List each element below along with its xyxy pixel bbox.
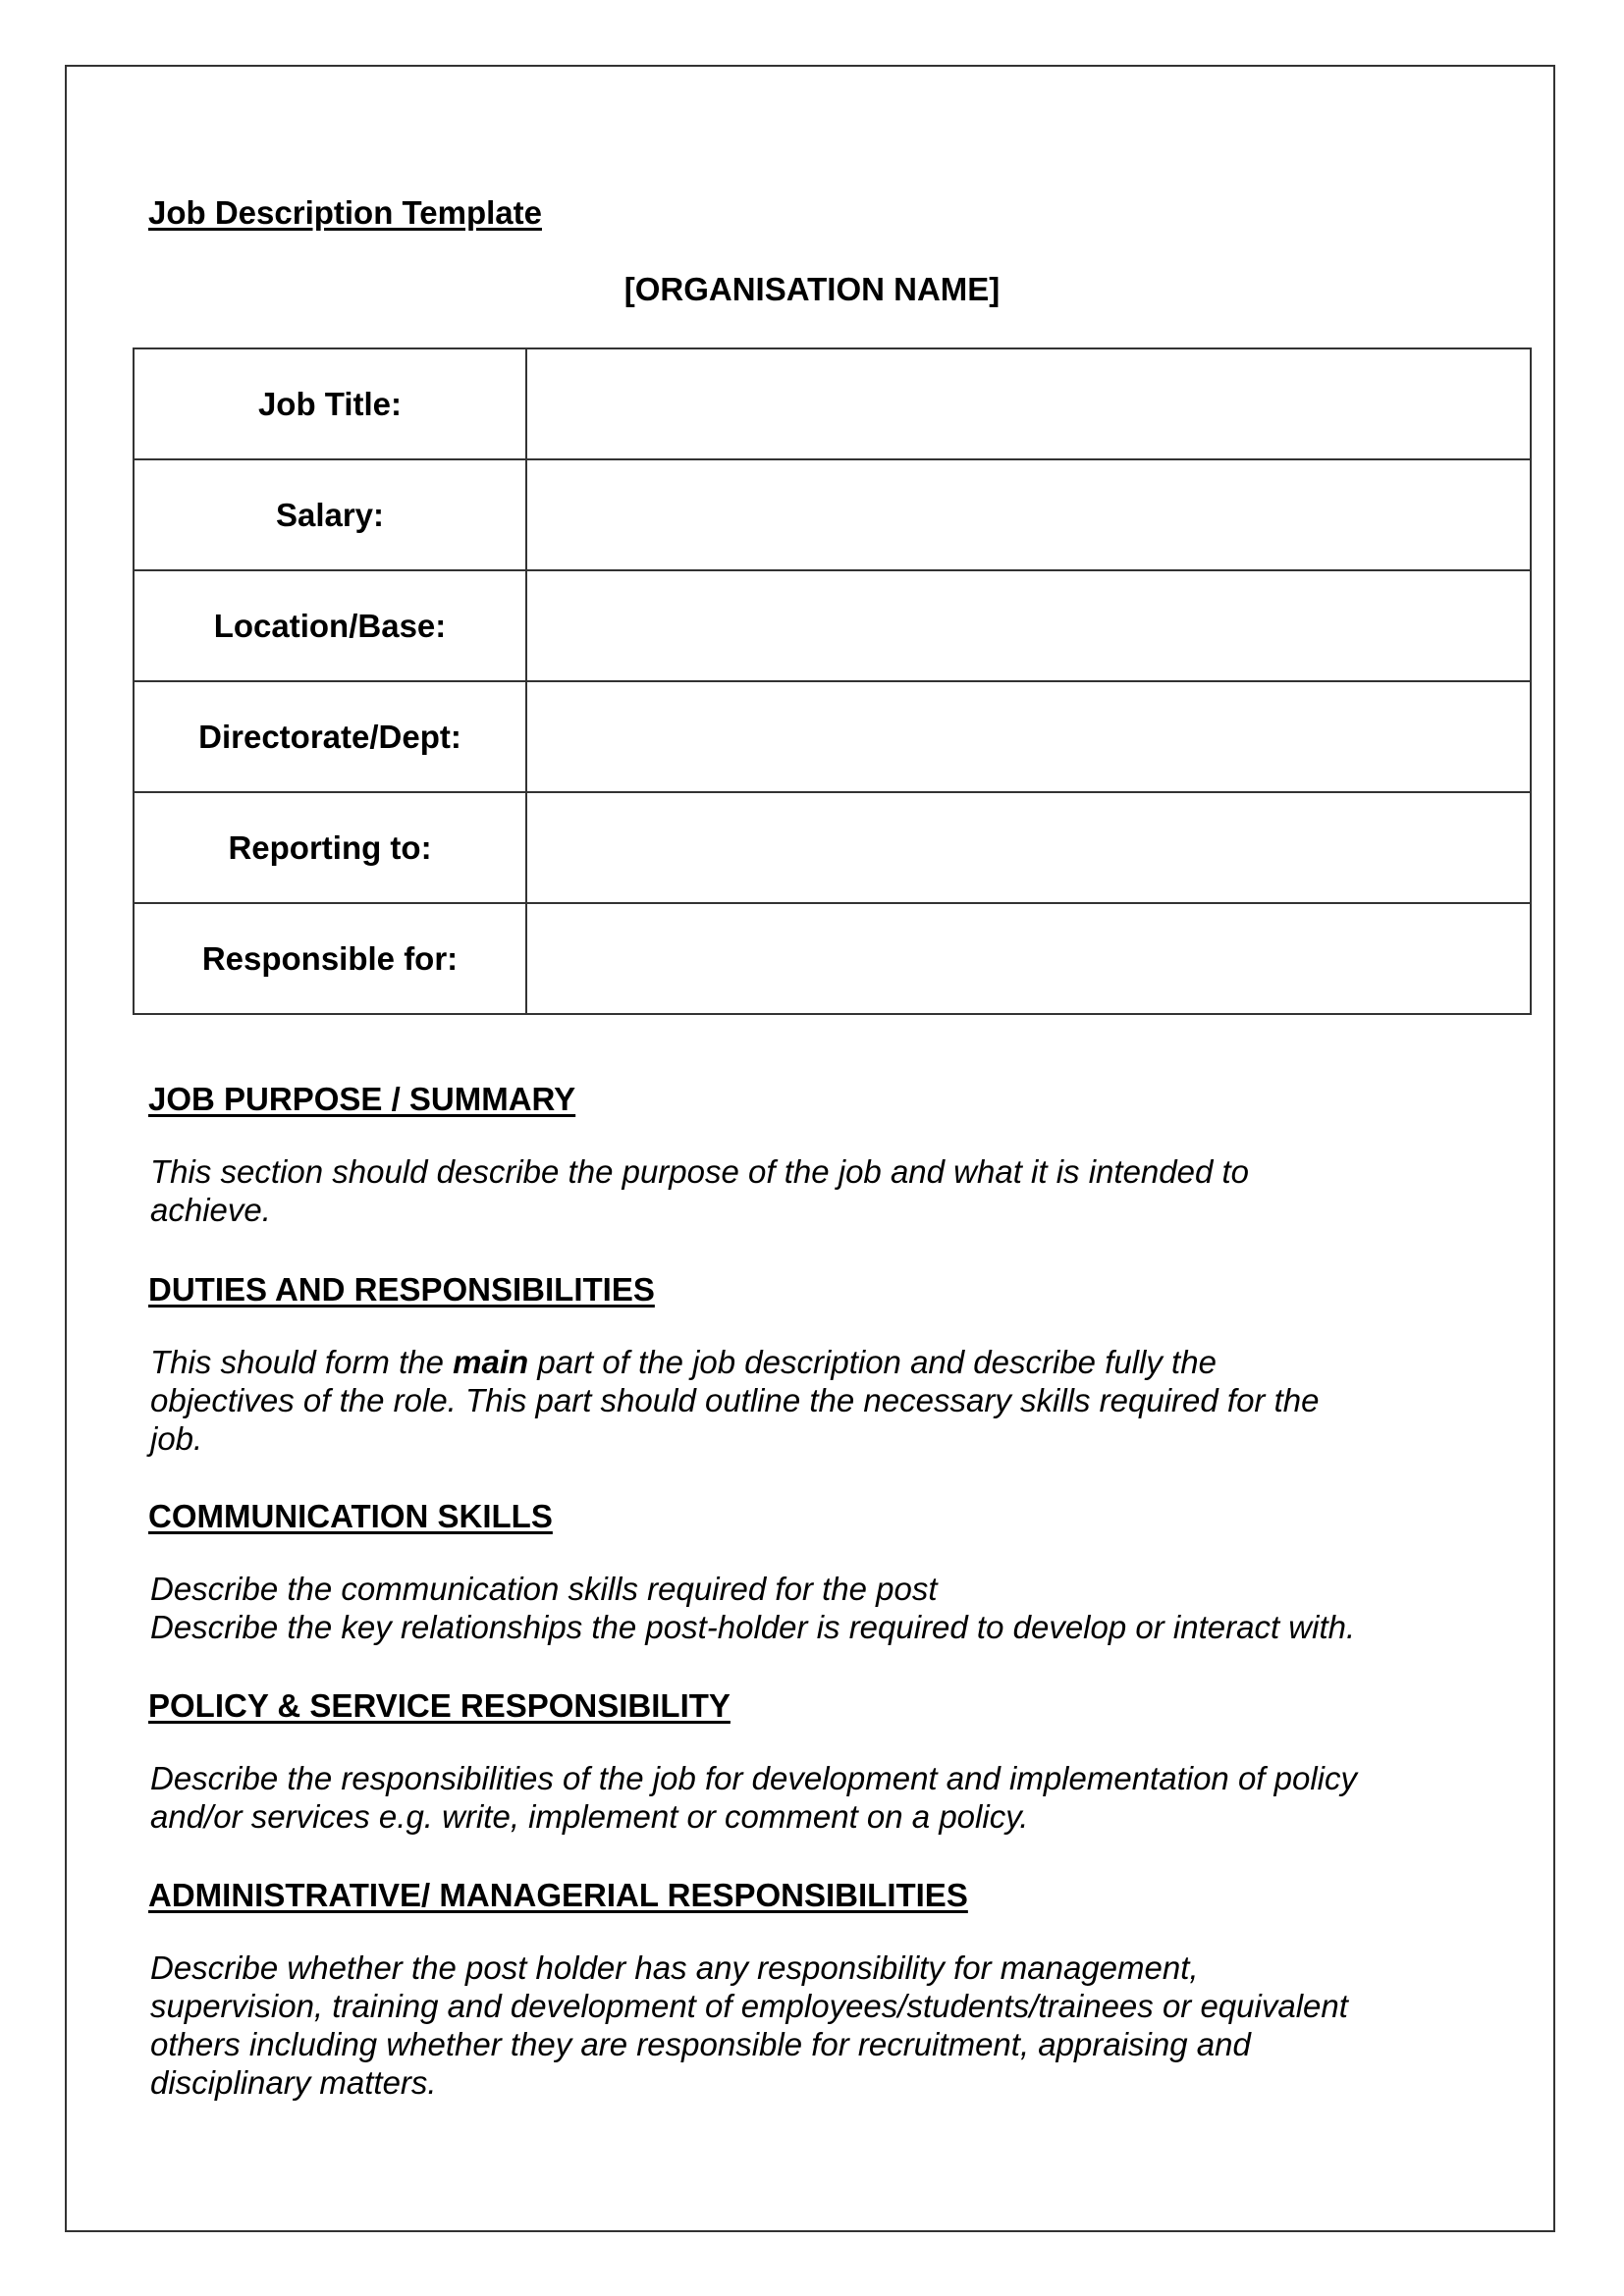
organisation-name	[0, 271, 1624, 308]
section-duties	[148, 1270, 1454, 1458]
location-label: Location/Base:	[134, 570, 526, 681]
section-body	[150, 1759, 1454, 1836]
job-info-table	[133, 347, 1532, 1015]
table-row	[134, 570, 1531, 681]
emphasis-text: main	[453, 1344, 529, 1380]
reporting-to-label: Reporting to:	[134, 792, 526, 903]
body-line: achieve.	[150, 1192, 271, 1228]
section-heading: ADMINISTRATIVE/ MANAGERIAL RESPONSIBILITIES	[148, 1877, 968, 1913]
salary-value[interactable]	[526, 459, 1531, 570]
body-line	[150, 1343, 1454, 1381]
section-heading: DUTIES AND RESPONSIBILITIES	[148, 1271, 655, 1308]
body-line: job.	[150, 1420, 203, 1457]
section-heading: JOB PURPOSE / SUMMARY	[148, 1081, 576, 1117]
section-body	[150, 1343, 1454, 1458]
body-line: Describe the key relationships the post-holder is required to develop or interact with.	[150, 1609, 1356, 1645]
body-text: This should form the	[150, 1344, 454, 1380]
body-line: disciplinary matters.	[150, 2064, 437, 2101]
job-title-label: Job Title:	[134, 348, 526, 459]
document-title: Job Description Template	[148, 194, 542, 231]
table-row	[134, 348, 1531, 459]
organisation-name-text: [ORGANISATION NAME]	[623, 271, 1001, 307]
table-row	[134, 792, 1531, 903]
section-heading: COMMUNICATION SKILLS	[148, 1498, 553, 1534]
body-text: part of the job description and describe fully the	[528, 1344, 1217, 1380]
section-heading: POLICY & SERVICE RESPONSIBILITY	[148, 1687, 731, 1724]
salary-label: Salary:	[134, 459, 526, 570]
section-body	[150, 1152, 1454, 1229]
body-line: objectives of the role. This part should outline the necessary skills required for the	[150, 1382, 1320, 1418]
section-job-purpose	[148, 1080, 1454, 1229]
section-policy	[148, 1686, 1454, 1836]
body-line: This section should describe the purpose of the job and what it is intended to	[150, 1153, 1250, 1190]
section-administrative	[148, 1876, 1454, 2102]
table-row	[134, 459, 1531, 570]
table-row	[134, 903, 1531, 1014]
section-communication	[148, 1497, 1454, 1646]
section-body	[150, 1949, 1454, 2102]
directorate-value[interactable]	[526, 681, 1531, 792]
body-line: and/or services e.g. write, implement or comment on a policy.	[150, 1798, 1029, 1835]
responsible-for-label: Responsible for:	[134, 903, 526, 1014]
responsible-for-value[interactable]	[526, 903, 1531, 1014]
directorate-label: Directorate/Dept:	[134, 681, 526, 792]
body-line: Describe the communication skills required for the post	[150, 1571, 938, 1607]
location-value[interactable]	[526, 570, 1531, 681]
body-line: supervision, training and development of employees/students/trainees or equivalent	[150, 1988, 1348, 2024]
body-line: Describe the responsibilities of the job for development and implementation of policy	[150, 1760, 1358, 1796]
job-title-value[interactable]	[526, 348, 1531, 459]
reporting-to-value[interactable]	[526, 792, 1531, 903]
body-line: others including whether they are responsible for recruitment, appraising and	[150, 2026, 1251, 2062]
section-body	[150, 1570, 1454, 1646]
body-line: Describe whether the post holder has any responsibility for management,	[150, 1949, 1199, 1986]
table-row	[134, 681, 1531, 792]
